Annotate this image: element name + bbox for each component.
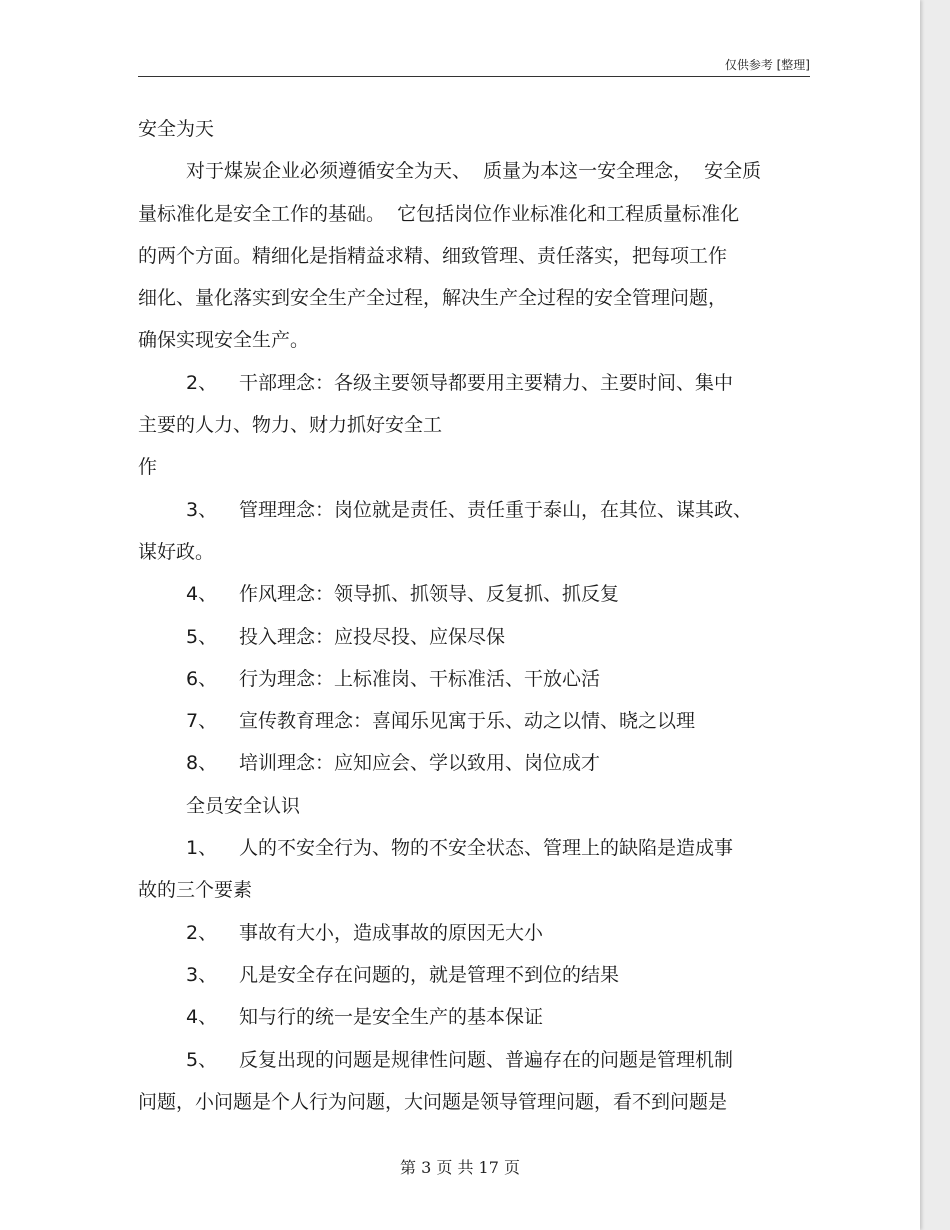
item-number: 3、 [186, 498, 218, 521]
item-number: 5、 [186, 625, 218, 648]
text-line [138, 150, 810, 192]
text-line [138, 489, 810, 531]
line-text: 的两个方面。精细化是指精益求精、细致管理、责任落实，把每项工作 [138, 244, 728, 267]
text-line [138, 362, 810, 404]
item-number: 6、 [186, 667, 218, 690]
line-text: 量标准化是安全工作的基础。 它包括岗位作业标准化和工程质量标准化 [138, 202, 740, 225]
text-line [138, 446, 810, 488]
text-line [138, 319, 810, 361]
item-number: 4、 [186, 1006, 218, 1029]
text-line [138, 700, 810, 742]
item-number: 2、 [186, 921, 218, 944]
line-text: 管理理念：岗位就是责任、责任重于泰山，在其位、谋其政、 [239, 498, 753, 521]
line-text: 作 [138, 456, 158, 479]
line-text: 安全为天 [138, 118, 215, 140]
line-text: 对于煤炭企业必须遵循安全为天、 质量为本这一安全理念， 安全质 [186, 160, 762, 183]
line-text: 知与行的统一是安全生产的基本保证 [239, 1006, 544, 1029]
text-line [138, 1039, 810, 1081]
line-text: 培训理念：应知应会、学以致用、岗位成才 [239, 752, 601, 775]
line-text: 反复出现的问题是规律性问题、普遍存在的问题是管理机制 [239, 1048, 734, 1071]
text-line [138, 996, 810, 1038]
text-line [138, 193, 810, 235]
line-text: 作风理念：领导抓、抓领导、反复抓、抓反复 [239, 583, 620, 606]
line-text: 谋好政。 [138, 540, 215, 563]
item-number: 5、 [186, 1048, 218, 1071]
text-line [138, 912, 810, 954]
item-number: 3、 [186, 963, 218, 986]
text-line [138, 658, 810, 700]
text-line [138, 954, 810, 996]
text-line [138, 827, 810, 869]
item-number: 8、 [186, 752, 218, 775]
line-text: 干部理念：各级主要领导都要用主要精力、主要时间、集中 [239, 371, 734, 394]
item-number: 2、 [186, 371, 218, 394]
line-text: 故的三个要素 [138, 879, 253, 902]
text-line [138, 404, 810, 446]
line-text: 投入理念：应投尽投、应保尽保 [239, 625, 506, 648]
text-line [138, 616, 810, 658]
item-number: 7、 [186, 710, 218, 733]
line-text: 事故有大小，造成事故的原因无大小 [239, 921, 544, 944]
line-text: 细化、量化落实到安全生产全过程，解决生产全过程的安全管理问题， [138, 287, 728, 310]
line-text: 全员安全认识 [186, 794, 301, 817]
text-line [138, 108, 810, 150]
page-footer: 第 3 页 共 17 页 [400, 1158, 520, 1177]
header-divider [138, 76, 810, 77]
line-text: 行为理念：上标准岗、干标准活、干放心活 [239, 667, 601, 690]
header-note: 仅供参考 [整理] [724, 58, 810, 72]
line-text: 主要的人力、物力、财力抓好安全工 [138, 414, 443, 437]
text-line [138, 277, 810, 319]
line-text: 问题，小问题是个人行为问题，大问题是领导管理问题，看不到问题是 [138, 1090, 728, 1113]
item-number: 1、 [186, 837, 218, 860]
text-line [138, 869, 810, 911]
line-text: 凡是安全存在问题的，就是管理不到位的结果 [239, 963, 620, 986]
line-text: 宣传教育理念：喜闻乐见寓于乐、动之以情、晓之以理 [239, 710, 696, 733]
text-line [138, 573, 810, 615]
text-line [138, 785, 810, 827]
text-line [138, 1081, 810, 1123]
line-text: 确保实现安全生产。 [138, 329, 310, 352]
line-text: 人的不安全行为、物的不安全状态、管理上的缺陷是造成事 [239, 837, 734, 860]
text-line [138, 235, 810, 277]
text-line [138, 531, 810, 573]
body-text [138, 108, 810, 1123]
text-line [138, 742, 810, 784]
item-number: 4、 [186, 583, 218, 606]
